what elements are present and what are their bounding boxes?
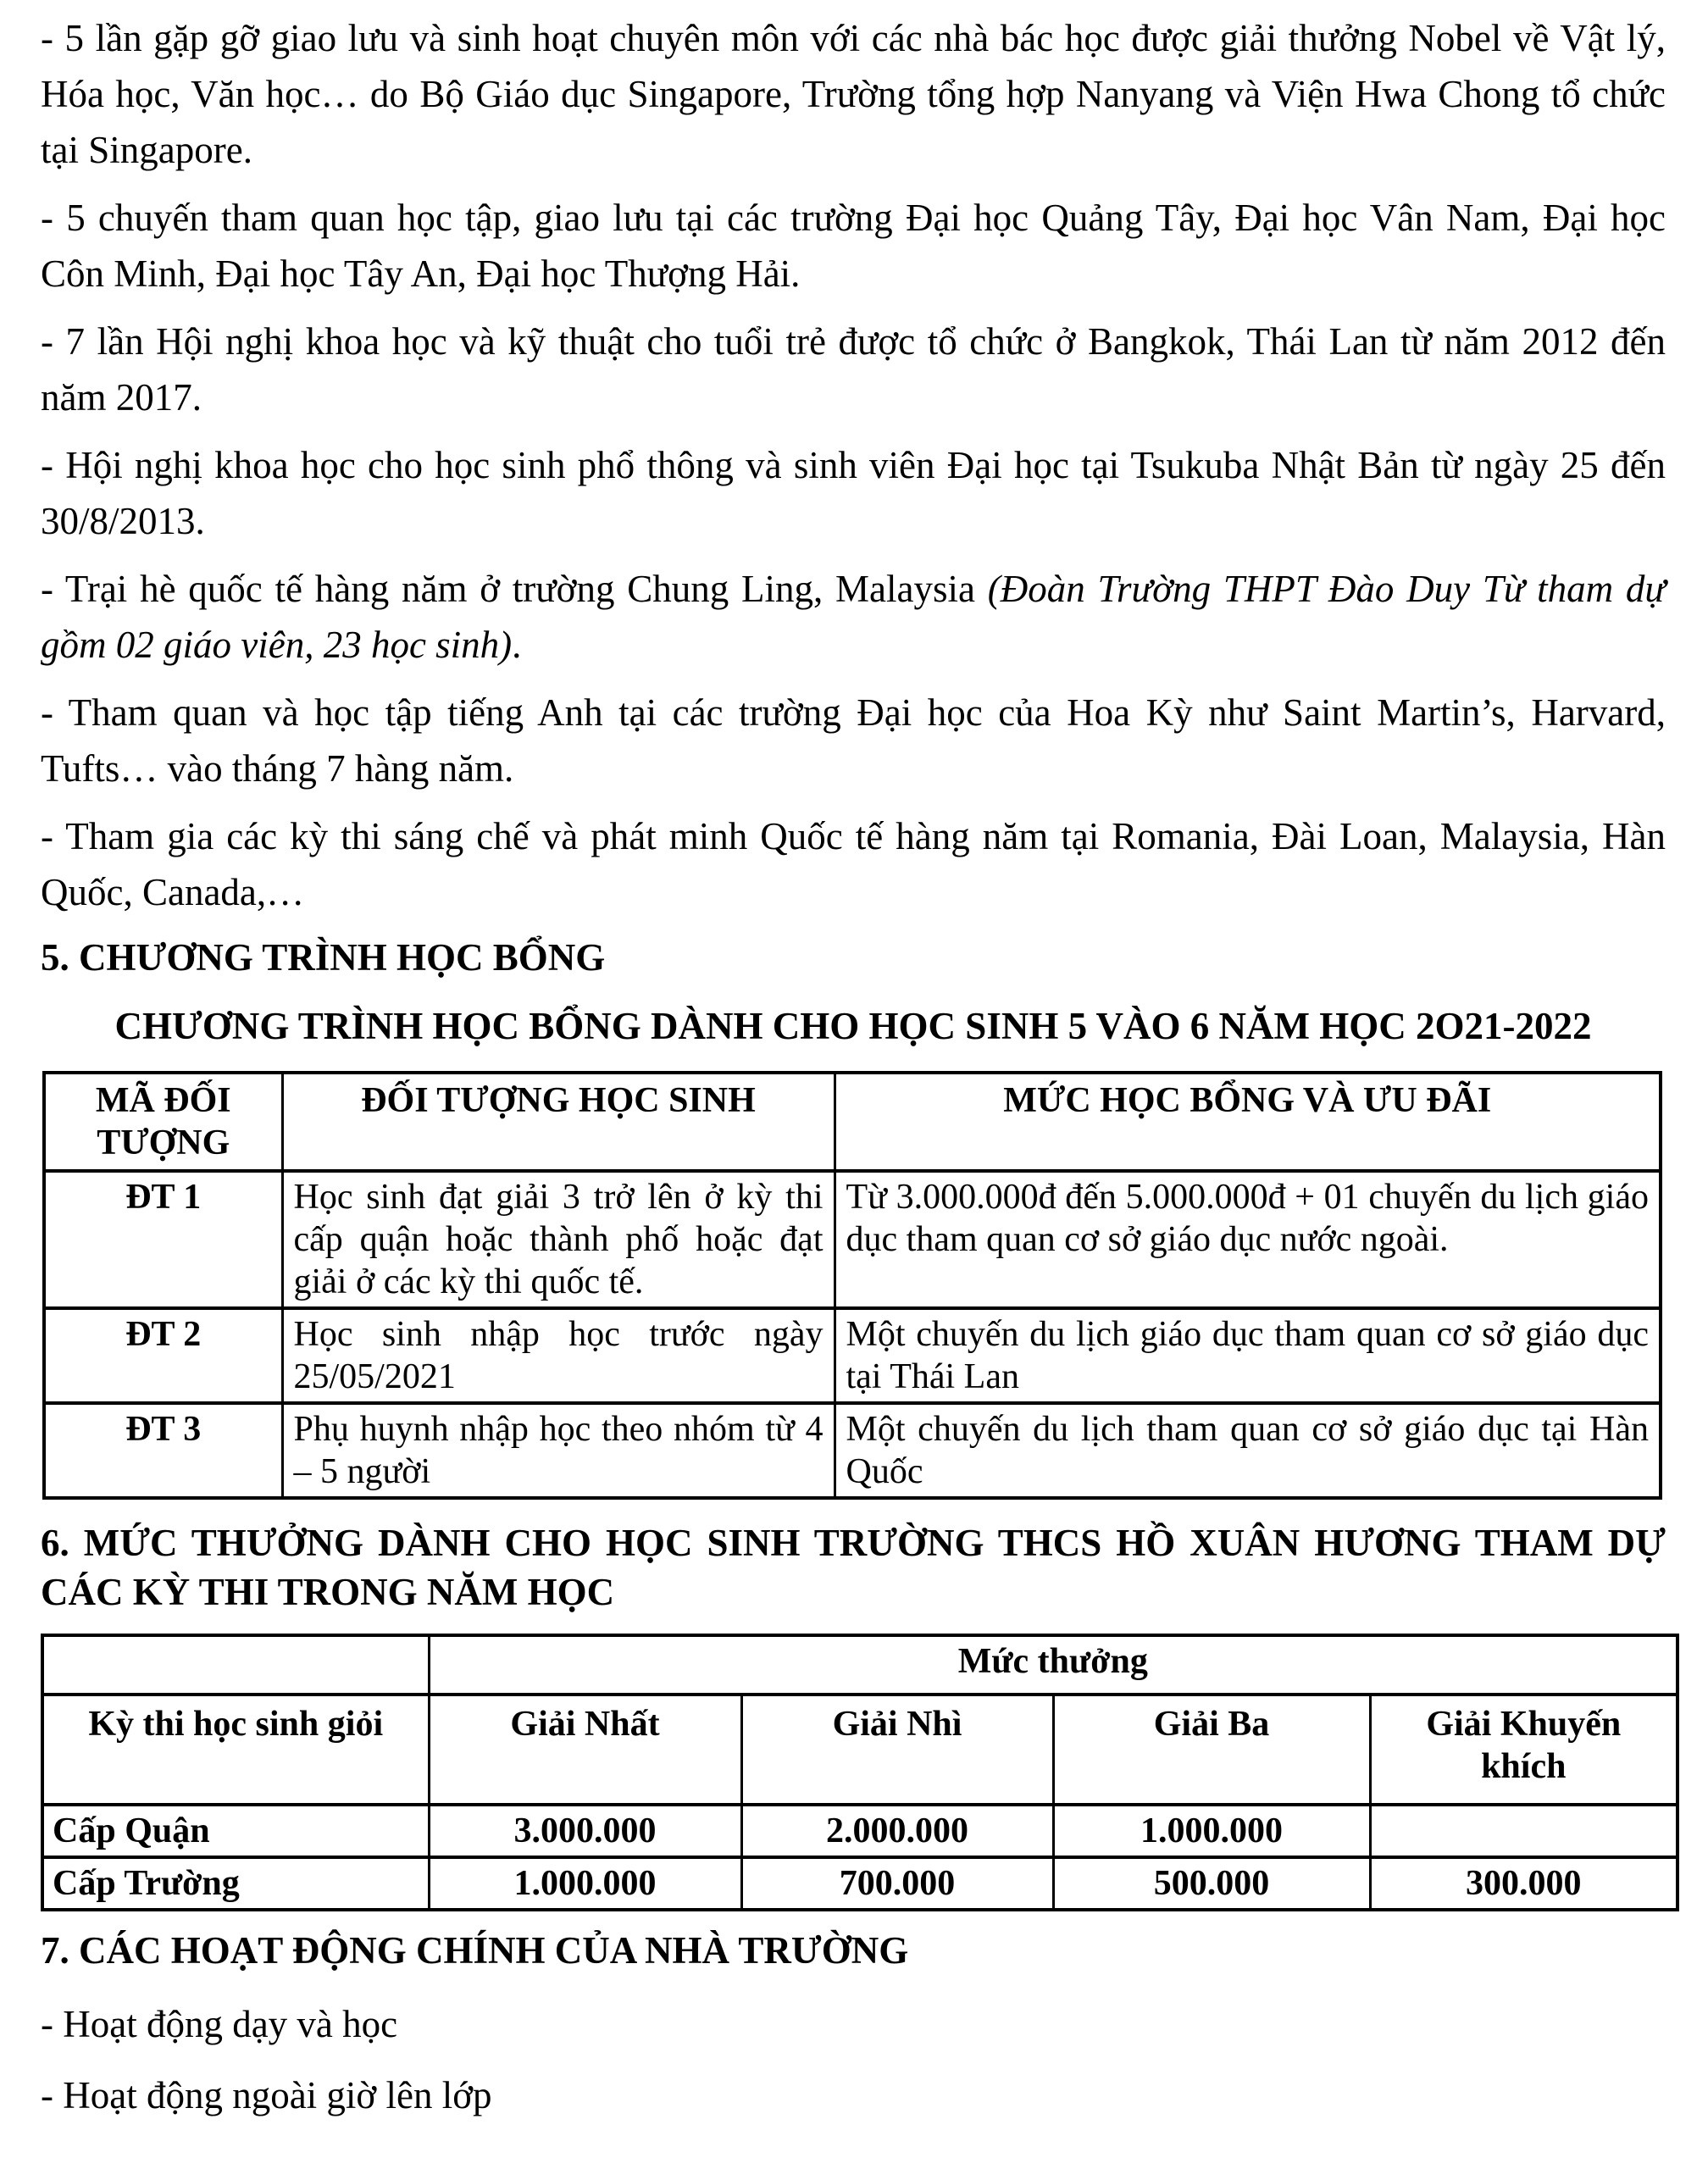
reward-group-header-cell: Mức thưởng: [429, 1635, 1678, 1695]
reward-group-row: [42, 1635, 1678, 1695]
level-cell-school: Cấp Trường: [42, 1857, 429, 1910]
student-cell-dt2: Học sinh nhập học trước ngày 25/05/2021: [282, 1308, 835, 1403]
reward-header-row: [42, 1695, 1678, 1805]
prize-header-consolation: Giải Khuyến khích: [1370, 1695, 1678, 1805]
table-row-dt2: [44, 1308, 1661, 1403]
benefit-cell-dt1: Từ 3.000.000đ đến 5.000.000đ + 01 chuyến du lịch giáo dục tham quan cơ sở giáo dục nước ngoài.: [835, 1171, 1661, 1308]
scholarship-header-row: [44, 1073, 1661, 1171]
district-second-prize: 2.000.000: [741, 1805, 1053, 1857]
intro-paragraph-2: - 5 chuyến tham quan học tập, giao lưu tại các trường Đại học Quảng Tây, Đại học Vân Nam, Đại học Côn Minh, Đại học Tây An, Đại học Thượng Hải.: [41, 197, 1666, 295]
activity-item-2: - Hoạt động ngoài giờ lên lớp: [41, 2074, 492, 2116]
level-cell-district: Cấp Quận: [42, 1805, 429, 1857]
intro-paragraph-5: [41, 561, 1666, 673]
table-row-dt3: [44, 1403, 1661, 1498]
benefit-cell-dt2: Một chuyến du lịch giáo dục tham quan cơ sở giáo dục tại Thái Lan: [835, 1308, 1661, 1403]
reward-row-header-cell: Kỳ thi học sinh giỏi: [42, 1695, 429, 1805]
intro-paragraph-5-period: .: [512, 624, 522, 666]
benefit-cell-dt3: Một chuyến du lịch tham quan cơ sở giáo dục tại Hàn Quốc: [835, 1403, 1661, 1498]
scholarship-table-header: [44, 1073, 1661, 1171]
code-cell-dt1: ĐT 1: [44, 1171, 282, 1308]
student-cell-dt3: Phụ huynh nhập học theo nhóm từ 4 – 5 người: [282, 1403, 835, 1498]
activity-item-1: - Hoạt động dạy và học: [41, 2003, 398, 2045]
intro-paragraph-5-text: - Trại hè quốc tế hàng năm ở trường Chung Ling, Malaysia: [41, 568, 988, 610]
intro-paragraph-6: - Tham quan và học tập tiếng Anh tại các trường Đại học của Hoa Kỳ như Saint Martin’s, Harvard, Tufts… vào tháng 7 hàng năm.: [41, 691, 1666, 790]
table-row-dt1: [44, 1171, 1661, 1308]
reward-table-body: [42, 1635, 1678, 1910]
school-first-prize: 1.000.000: [429, 1857, 741, 1910]
student-cell-dt1: Học sinh đạt giải 3 trở lên ở kỳ thi cấp quận hoặc thành phố hoặc đạt giải ở các kỳ thi quốc tế.: [282, 1171, 835, 1308]
header-cell-code: MÃ ĐỐI TƯỢNG: [44, 1073, 282, 1171]
intro-paragraph-4: - Hội nghị khoa học cho học sinh phổ thông và sinh viên Đại học tại Tsukuba Nhật Bản từ ngày 25 đến 30/8/2013.: [41, 444, 1666, 542]
prize-header-first: Giải Nhất: [429, 1695, 741, 1805]
prize-header-second: Giải Nhì: [741, 1695, 1053, 1805]
district-consolation-prize: [1370, 1805, 1678, 1857]
reward-empty-corner-cell: [42, 1635, 429, 1695]
district-first-prize: 3.000.000: [429, 1805, 741, 1857]
intro-paragraph-1: - 5 lần gặp gỡ giao lưu và sinh hoạt chuyên môn với các nhà bác học được giải thưởng Nobel về Vật lý, Hóa học, Văn học… do Bộ Giáo dục Singapore, Trường tổng hợp Nanyang và Viện Hwa Chong tổ chức tại Singapore.: [41, 17, 1666, 171]
prize-header-third: Giải Ba: [1053, 1695, 1370, 1805]
school-consolation-prize: 300.000: [1370, 1857, 1678, 1910]
code-cell-dt3: ĐT 3: [44, 1403, 282, 1498]
district-third-prize: 1.000.000: [1053, 1805, 1370, 1857]
intro-paragraph-7: - Tham gia các kỳ thi sáng chế và phát minh Quốc tế hàng năm tại Romania, Đài Loan, Malaysia, Hàn Quốc, Canada,…: [41, 815, 1666, 913]
section5-heading: 5. CHƯƠNG TRÌNH HỌC BỔNG: [41, 936, 606, 979]
reward-table: [41, 1634, 1679, 1911]
reward-row-school: [42, 1857, 1678, 1910]
header-cell-benefit: MỨC HỌC BỔNG VÀ ƯU ĐÃI: [835, 1073, 1661, 1171]
reward-row-district: [42, 1805, 1678, 1857]
section6-heading: 6. MỨC THƯỞNG DÀNH CHO HỌC SINH TRƯỜNG THCS HỒ XUÂN HƯƠNG THAM DỰ CÁC KỲ THI TRONG NĂM HỌC: [41, 1522, 1666, 1613]
school-third-prize: 500.000: [1053, 1857, 1370, 1910]
code-cell-dt2: ĐT 2: [44, 1308, 282, 1403]
header-cell-student: ĐỐI TƯỢNG HỌC SINH: [282, 1073, 835, 1171]
intro-paragraph-5-italic-note: (Đoàn Trường THPT Đào Duy Từ tham dự gồm 02 giáo viên, 23 học sinh): [41, 568, 1666, 666]
section7-heading: 7. CÁC HOẠT ĐỘNG CHÍNH CỦA NHÀ TRƯỜNG: [41, 1929, 909, 1972]
scholarship-table: [42, 1071, 1662, 1500]
intro-paragraph-3: - 7 lần Hội nghị khoa học và kỹ thuật cho tuổi trẻ được tổ chức ở Bangkok, Thái Lan từ năm 2012 đến năm 2017.: [41, 320, 1666, 419]
scholarship-table-title: CHƯƠNG TRÌNH HỌC BỔNG DÀNH CHO HỌC SINH 5 VÀO 6 NĂM HỌC 2O21-2022: [114, 1005, 1592, 1047]
scholarship-table-body: [44, 1171, 1661, 1498]
school-second-prize: 700.000: [741, 1857, 1053, 1910]
